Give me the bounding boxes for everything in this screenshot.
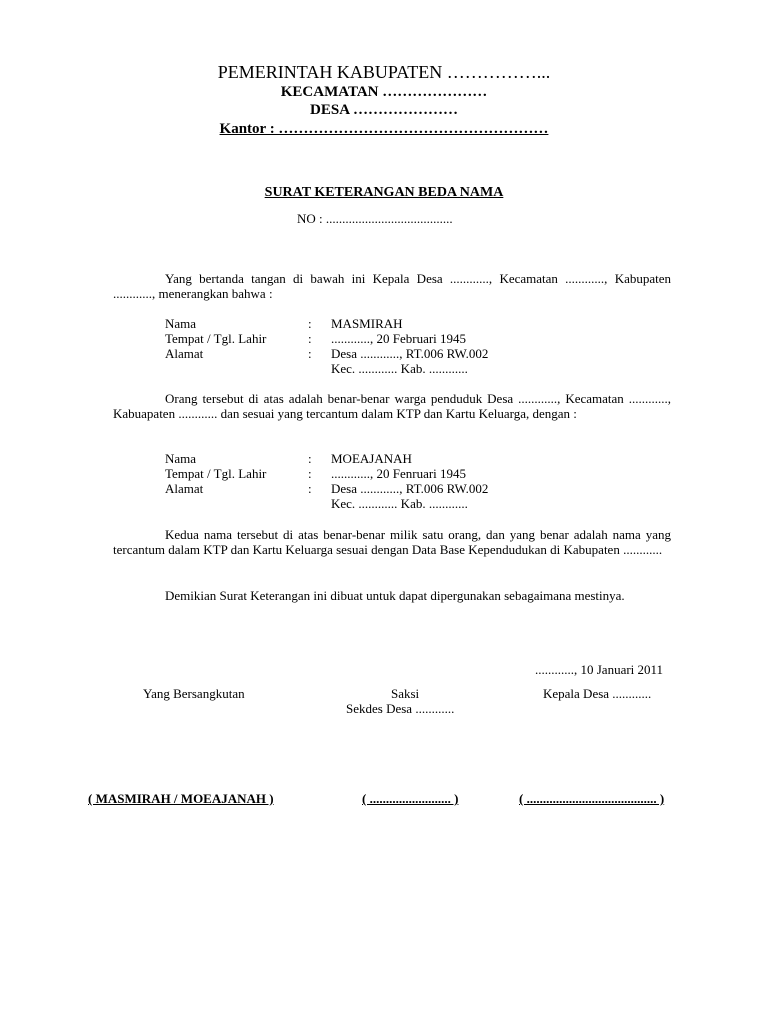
document-number: NO : ....................................... [297,211,453,226]
colon: : [308,346,312,361]
person1-alamat-row [165,346,565,361]
signature-applicant: ( MASMIRAH / MOEAJANAH ) [88,791,274,806]
colon: : [308,316,312,331]
resident-paragraph: Orang tersebut di atas adalah benar-benar warga penduduk Desa ............, Kecamatan ............, Kabuapaten ............ dan sesuai yang tercantum dalam KTP dan Kartu Keluarga, dengan : [113,391,671,421]
header-desa: DESA ………………… [310,102,458,118]
colon: : [308,481,312,496]
person2-ttl-row [165,466,565,481]
value-nama: MOEAJANAH [331,451,412,466]
person1-nama-row [165,316,565,331]
person2-alamat-row2 [165,496,565,511]
signer-label-applicant: Yang Bersangkutan [143,686,245,701]
label-nama: Nama [165,451,197,466]
colon: : [308,451,312,466]
document-title: SURAT KETERANGAN BEDA NAMA [264,185,504,200]
header-kantor: Kantor : ……………………………………………… [219,121,549,137]
header-government: PEMERINTAH KABUPATEN ……………... [217,62,551,82]
value-nama: MASMIRAH [331,316,403,331]
person1-alamat-row2 [165,361,565,376]
intro-paragraph: Yang bertanda tangan di bawah ini Kepala Desa ............, Kecamatan ............, Kabupaten ............, menerangkan bahwa : [113,271,671,301]
person1-ttl-row [165,331,565,346]
person2-details [165,451,565,511]
label-alamat: Alamat [165,481,204,496]
label-nama: Nama [165,316,197,331]
label-ttl: Tempat / Tgl. Lahir [165,466,267,481]
person1-details [165,316,565,376]
colon: : [308,331,312,346]
value-alamat-kec: Kec. ............ Kab. ............ [331,496,468,511]
person2-alamat-row [165,481,565,496]
signer-label-witness: Saksi [391,686,420,701]
label-ttl: Tempat / Tgl. Lahir [165,331,267,346]
person2-nama-row [165,451,565,466]
value-ttl: ............, 20 Februari 1945 [331,331,467,346]
signer-label-witness-sub: Sekdes Desa ............ [346,701,455,716]
value-ttl: ............, 20 Fenruari 1945 [331,466,467,481]
signature-witness: ( ......................... ) [362,791,459,806]
signature-head: ( ........................................ ) [519,791,665,806]
header-kecamatan: KECAMATAN ………………… [280,84,488,100]
label-alamat: Alamat [165,346,204,361]
closing-paragraph: Demikian Surat Keterangan ini dibuat untuk dapat dipergunakan sebagaimana mestinya. [165,588,625,603]
value-alamat: Desa ............, RT.006 RW.002 [331,481,489,496]
value-alamat-kec: Kec. ............ Kab. ............ [331,361,468,376]
value-alamat: Desa ............, RT.006 RW.002 [331,346,489,361]
signer-label-head: Kepala Desa ............ [543,686,652,701]
colon: : [308,466,312,481]
conclusion-paragraph: Kedua nama tersebut di atas benar-benar milik satu orang, dan yang benar adalah nama yang tercantum dalam KTP dan Kartu Keluarga sesuai dengan Data Base Kependudukan di Kabupaten ............ [113,527,671,557]
document-date: ............, 10 Januari 2011 [535,662,664,677]
